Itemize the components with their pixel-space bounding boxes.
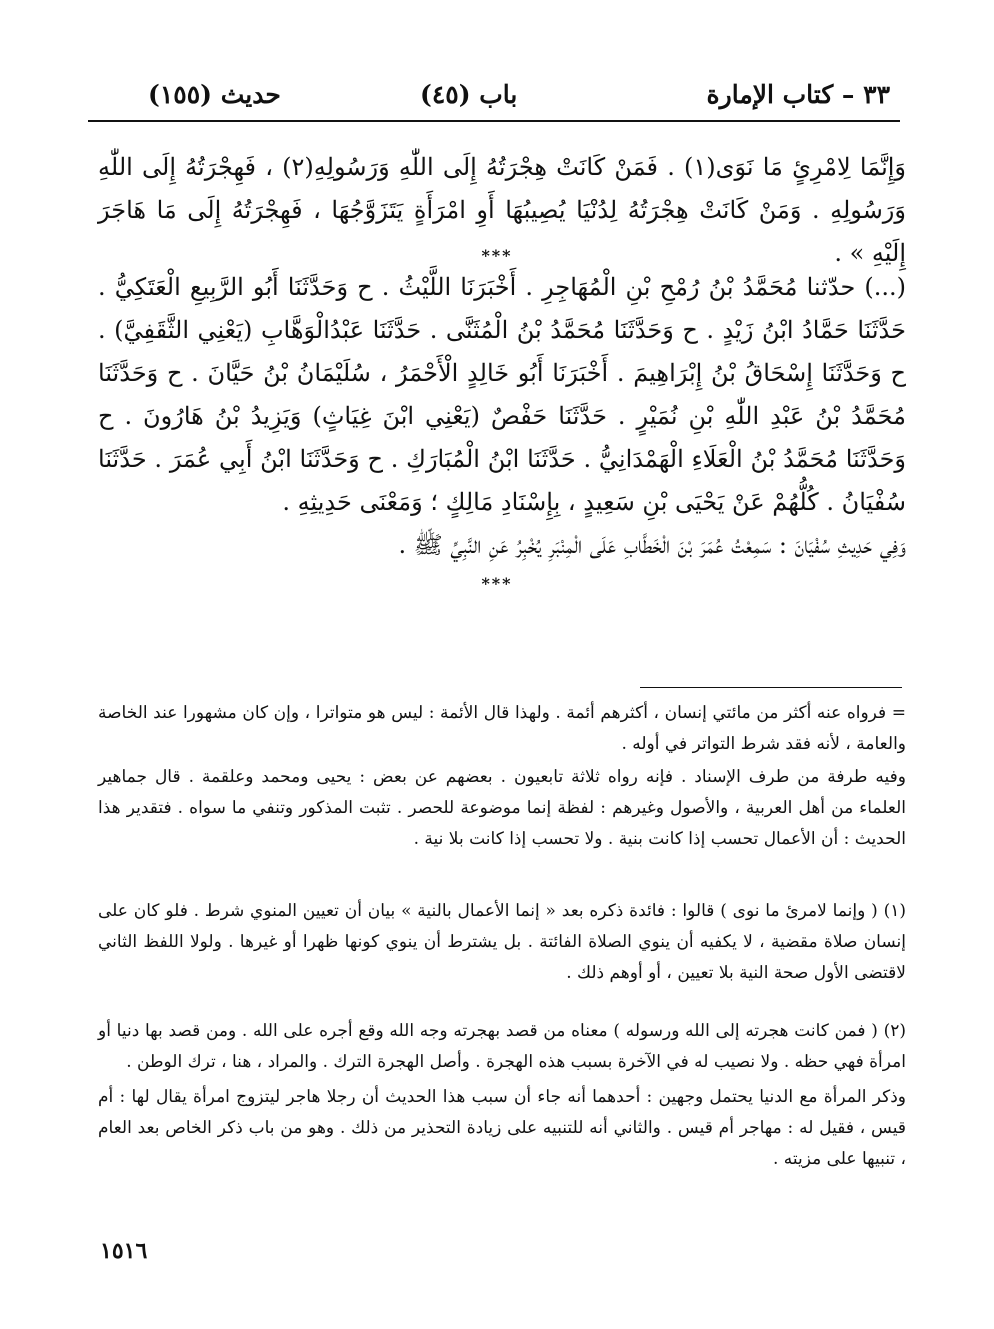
chapter-title: ٣٣ – كتاب الإمارة bbox=[706, 80, 890, 109]
hadith-number: (١٥٥) حديث bbox=[148, 80, 281, 109]
bab-number: (٤٥) باب bbox=[420, 80, 518, 109]
footnote-continuation-2: وفيه طرفة من طرف الإسناد . فإنه رواه ثلاثة تابعيون . بعضهم عن بعض : يحيى ومحمد وعلقمة . قال جماهير العلماء من أهل العربية ، والأصول وغيرهم : لفظة إنما موضوعة للحصر . تثبت المذكور وتنفي ما سواه . فتقدير هذا الحديث : أن الأعمال تحسب إذا كانت بنية . ولا تحسب إذا كانت بلا نية . bbox=[98, 767, 906, 849]
header-rule bbox=[88, 120, 900, 122]
separator-stars-end: *** bbox=[481, 574, 513, 593]
separator-stars: *** bbox=[481, 246, 513, 265]
footnote-rule bbox=[640, 687, 902, 688]
footnote-2-continuation: وذكر المرأة مع الدنيا يحتمل وجهين : أحدهما أنه جاء أن سبب هذا الحديث أن رجلا هاجر ليتزوج امرأة يقال لها : أم قيس ، فقيل له : مهاجر أم قيس . والثاني أنه للتنبيه على زيادة التحذير من ذلك . وهو من باب ذكر الخاص بعد العام ، تنبيها على مزيته . bbox=[98, 1087, 906, 1169]
footnote-continuation: = فرواه عنه أكثر من مائتي إنسان ، أكثرهم أئمة . ولهذا قال الأئمة : ليس هو متواترا ، وإن كان مشهورا عند الخاصة والعامة ، لأنه فقد شرط التواتر في أوله . bbox=[98, 703, 906, 754]
isnad-paragraph: (...) حدّثنا مُحَمَّدُ بْنُ رُمْحِ بْنِ الْمُهَاجِرِ . أَخْبَرَنَا اللَّيْثُ . ح وَحَدَّثَنَا أَبُو الرَّبِيعِ الْعَتَكِيُّ . حَدَّثَنَا حَمَّادُ ابْنُ زَيْدٍ . ح وَحَدَّثَنَا مُحَمَّدُ بْنُ الْمُثَنَّى . حَدَّثَنَا عَبْدُالْوَهَّابِ (يَعْنِي الثَّقَفِيَّ) . ح وَحَدَّثَنَا إِسْحَاقُ بْنُ إِبْرَاهِيمَ . أَخْبَرَنَا أَبُو خَالِدٍ الْأَحْمَرُ ، سُلَيْمَانُ بْنُ حَيَّانَ . ح وَحَدَّثَنَا مُحَمَّدُ بْنُ عَبْدِ اللّٰهِ بْنِ نُمَيْرٍ . حَدَّثَنَا حَفْصٌ (يَعْنِي ابْنَ غِيَاثٍ) وَيَزِيدُ بْنُ هَارُونَ . ح وَحَدَّثَنَا مُحَمَّدُ بْنُ الْعَلَاءِ الْهَمْدَانِيُّ . حَدَّثَنَا ابْنُ الْمُبَارَكِ . ح وَحَدَّثَنَا ابْنُ أَبِي عُمَرَ . حَدَّثَنَا سُفْيَانُ . كُلُّهُمْ عَنْ يَحْيَى بْنِ سَعِيدٍ ، بِإِسْنَادِ مَالِكٍ ؛ وَمَعْنَى حَدِيثِهِ . bbox=[98, 273, 906, 516]
hadith-text-continuation: وَإِنَّمَا لِامْرِئٍ مَا نَوَى(١) . فَمَنْ كَانَتْ هِجْرَتُهُ إِلَى اللّٰهِ وَرَسُولِهِ(٢) ، فَهِجْرَتُهُ إِلَى اللّٰهِ وَرَسُولِهِ . وَمَنْ كَانَتْ هِجْرَتُهُ لِدُنْيَا يُصِيبُهَا أَوِ امْرَأَةٍ يَتَزَوَّجُهَا ، فَهِجْرَتُهُ إِلَى مَا هَاجَرَ إِلَيْهِ » . bbox=[98, 153, 907, 267]
sufyan-variant: وَفِي حَدِيثِ سُفْيَانَ : سَمِعْتُ عُمَرَ بْنَ الْخَطَّابِ عَلَى الْمِنْبَرِ يُخْبِرُ عَنِ النَّبِيِّ ﷺ . bbox=[398, 531, 906, 559]
footnote-1: (١) ( وإنما لامرئ ما نوى ) قالوا : فائدة ذكره بعد « إنما الأعمال بالنية » بيان أن تعيين المنوي شرط . فلو كان على إنسان صلاة مقضية ، لا يكفيه أن ينوي الصلاة الفائتة . بل يشترط أن ينوي كونها ظهرا أو غيرها . ولولا اللفظ الثاني لاقتضى الأول صحة النية بلا تعيين ، أو أوهم ذلك . bbox=[98, 901, 906, 983]
footnote-2: (٢) ( فمن كانت هجرته إلى الله ورسوله ) معناه من قصد بهجرته وجه الله وقع أجره على الله . ومن قصد بها دنيا أو امرأة فهي حظه . ولا نصيب له في الآخرة بسبب هذه الهجرة . وأصل الهجرة الترك . والمراد ، هنا ، ترك الوطن . bbox=[98, 1021, 906, 1072]
page-number: ١٥١٦ bbox=[100, 1238, 148, 1264]
